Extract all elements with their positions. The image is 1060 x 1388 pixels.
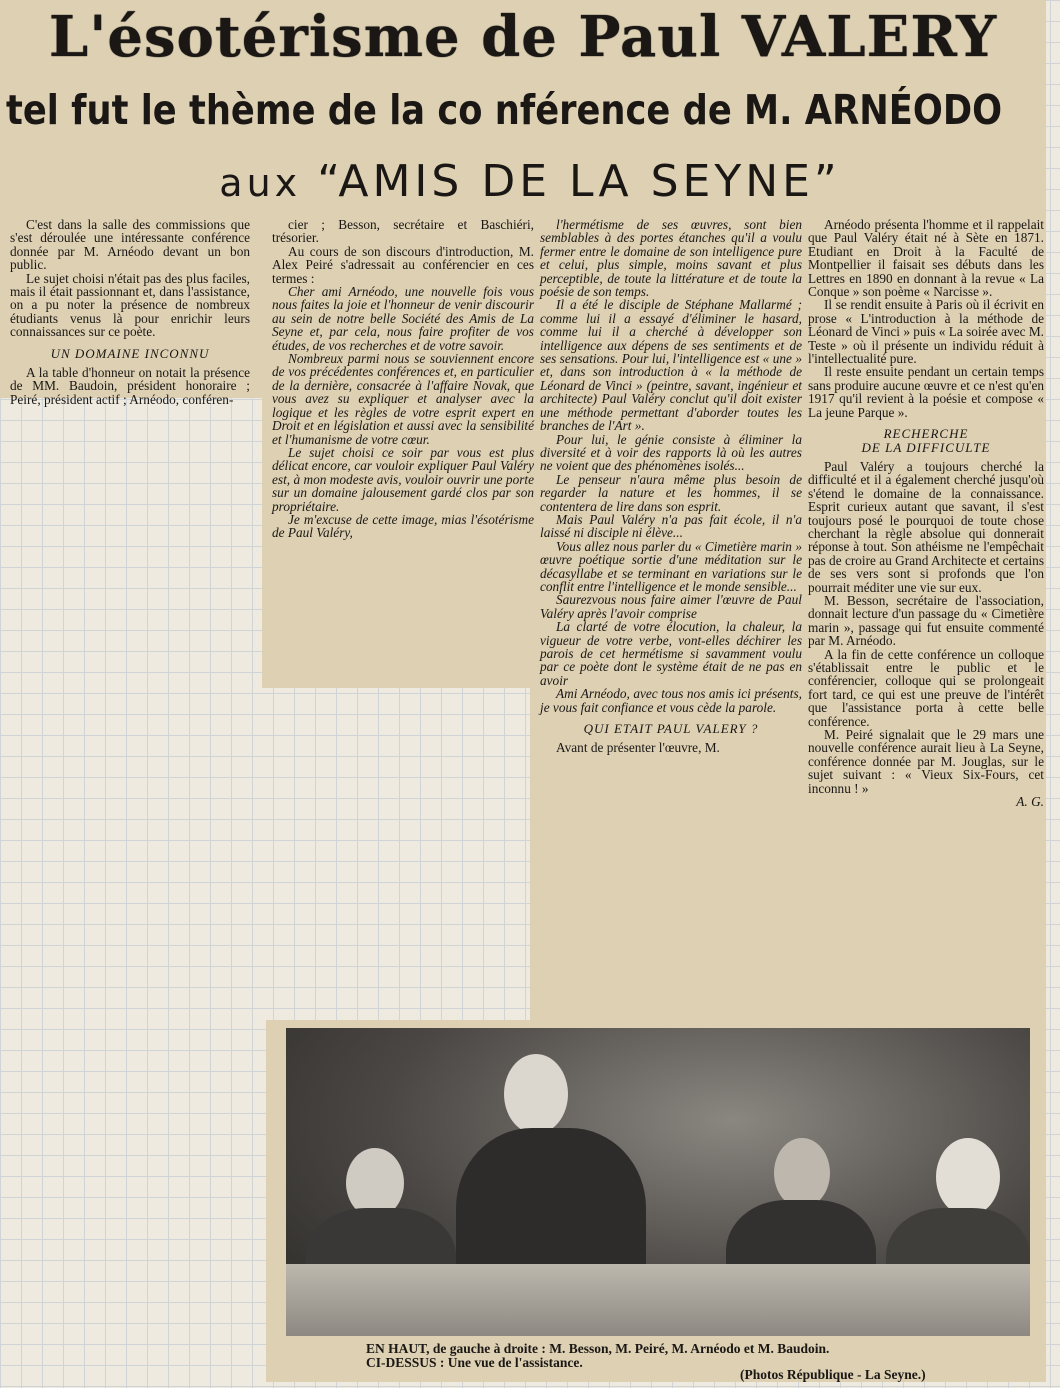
paragraph-quote: l'hermétisme de ses œuvres, sont bien semblables à des portes étanches qu'il a voulu fermer entre le domaine de son intelligence pure et celui, plus simple, moins savant et plus perceptible, de toute la littérature et de toute la poésie de son temps. — [540, 217, 802, 300]
paragraph: C'est dans la salle des commissions que s'est déroulée une intéressante conférence donnée par M. Arnéodo devant un bon public. — [10, 217, 250, 273]
paragraph-quote: Nombreux parmi nous se souviennent encore de vos précédentes conférences et, en particulier de la dernière, consacrée à l'affaire Novak, que vous avez su expliquer et analyser avec la logique et les règles de votre esprit expert en Droit et en législation et aussi avec la sensibilité et l'humanisme de votre cœur. — [272, 351, 534, 447]
headline-line3-prefix: aux — [219, 161, 302, 205]
paragraph-quote: Le sujet choisi ce soir par vous est plus délicat encore, car vouloir expliquer Paul Valéry est, à mon modeste avis, vouloir ouvrir une porte sur un domaine jalousement gardé clos par son propriétaire. — [272, 444, 534, 514]
paragraph-quote: Ami Arnéodo, avec tous nos amis ici présents, je vous fait confiance et vous cède la parole. — [540, 686, 802, 715]
section-heading: UN DOMAINE INCONNU — [50, 345, 210, 361]
photo-table — [286, 1264, 1030, 1336]
photo-caption-line2: CI-DESSUS : Une vue de l'assistance. — [366, 1355, 583, 1370]
article-column-1 — [10, 218, 250, 406]
paragraph: Arnéodo présenta l'homme et il rappelait que Paul Valéry était né à Sète en 1871. Etudiant en Droit à la Faculté de Montpellier il faisait ses débuts dans les Lettres en 1890 en donnant à la revue « La Conque » son poème « Narcisse ». — [808, 217, 1044, 300]
paragraph: Avant de présenter l'œuvre, M. — [556, 740, 720, 756]
paragraph: Il reste ensuite pendant un certain temps sans produire aucune œuvre et ce n'est qu'en 1917 qu'il revient à la poésie et compose « La jeune Parque ». — [808, 364, 1044, 420]
section-heading-line2: DE LA DIFFICULTE — [861, 439, 991, 455]
paragraph-quote: Le penseur n'aura même plus besoin de regarder la nature et les hommes, il se contentera de lire dans son esprit. — [540, 471, 802, 514]
paragraph-quote: Pour lui, le génie consiste à éliminer la diversité et à voir des rapports là où les autres ne voient que des phénomènes isolés... — [540, 431, 802, 474]
paragraph: M. Besson, secrétaire de l'association, donnait lecture d'un passage du « Cimetière marin », passage qui fut ensuite commenté par M. Arnéodo. — [808, 592, 1044, 649]
photo-credit: (Photos République - La Seyne.) — [740, 1367, 926, 1382]
news-photo — [286, 1028, 1030, 1336]
article-column-2 — [272, 218, 534, 540]
signature: A. G. — [1016, 794, 1044, 810]
paragraph: A la table d'honneur on notait la présence de MM. Baudoin, président honoraire ; Peiré, président actif ; Arnéodo, conféren- — [10, 365, 250, 407]
paragraph: Le sujet choisi n'était pas des plus faciles, mais il était passionnant et, dans l'assistance, on a pu noter la présence de nombreux étudiants venus là pour enrichir leurs connaissances sur ce poète. — [10, 270, 250, 340]
article-column-3 — [540, 218, 802, 755]
paragraph-quote: Saurezvous nous faire aimer l'œuvre de Paul Valéry après l'avoir comprise — [540, 592, 802, 621]
paragraph-quote: Cher ami Arnéodo, une nouvelle fois vous nous faites la joie et l'honneur de venir discourir au sein de notre belle Société des Amis de La Seyne et, par cela, nous faire profiter de vos études, de vos recherches et de votre savoir. — [272, 284, 534, 353]
headline-line3 — [120, 156, 940, 207]
paragraph: A la fin de cette conférence un colloque s'établissait entre le public et le conférencier, colloque qui se prolongeait fort tard, ce qui est une preuve de l'intérêt que l'assistance porta à cette belle conférence. — [808, 646, 1044, 729]
article-column-4 — [808, 218, 1044, 808]
photo-caption-line1: EN HAUT, de gauche à droite : M. Besson, M. Peiré, M. Arnéodo et M. Baudoin. — [366, 1341, 830, 1356]
paragraph-quote: Mais Paul Valéry n'a pas fait école, il n'a laissé ni disciple ni élève... — [540, 511, 802, 541]
paragraph: M. Peiré signalait que le 29 mars une nouvelle conférence aurait lieu à La Seyne, conférence donnée par M. Jouglas, sur le sujet suivant : « Vieux Six-Fours, cet inconnu ! » — [808, 727, 1044, 796]
paragraph: Paul Valéry a toujours cherché la difficulté et il a également cherché jusqu'où s'étend le domaine de la connaissance. Esprit curieux autant que savant, il s'est toujours posé le pourquoi de toute chose cherchant la règle absolue qui donnerait réponse à tout. Son athéisme ne l'empêchait pas de croire au Grand Architecte et certains de ses vers sont si profonds que l'on pourrait méditer une vie sur eux. — [808, 458, 1044, 595]
paragraph-quote: Vous allez nous parler du « Cimetière marin » œuvre poétique sortie d'une méditation sur le décasyllabe et se terminant en variations sur le conflit entre l'intelligence et le monde sensible... — [540, 538, 802, 594]
section-heading: QUI ETAIT PAUL VALERY ? — [583, 721, 759, 737]
section-heading-line1: RECHERCHE — [883, 426, 969, 442]
headline-line3-main: “AMIS DE LA SEYNE” — [317, 156, 841, 207]
paragraph: Au cours de son discours d'introduction, M. Alex Peiré s'adressait au conférencier en ces termes : — [272, 243, 534, 286]
paragraph-quote: La clarté de votre élocution, la chaleur, la vigueur de votre verbe, vont-elles déchirer les parois de cet hermétisme si savamment voulu par ce poète dont le système était de ne pas en avoir — [540, 619, 802, 688]
paragraph: Il se rendit ensuite à Paris où il écrivit en prose « L'introduction à la méthode de Léonard de Vinci » puis « La soirée avec M. Teste » où il présente un individu réduit à l'intellectualité pure. — [808, 297, 1045, 367]
headline: L'ésotérisme de Paul VALERY — [48, 4, 998, 70]
paragraph-quote: Il a été le disciple de Stéphane Mallarmé ; comme lui il a essayé d'éliminer le hasard, comme lui il a cherché à développer son intelligence aux dépens de ses sentiments et de ses sensations. Pour lui, l'intelligence est « une » et, dans son introduction à « la méthode de Léonard de Vinci » (peintre, savant, ingénieur et architecte) Paul Valéry conclut qu'il doit exister une méthode permettant d'aborder toutes les branches de l'Art ». — [540, 297, 802, 434]
paragraph: cier ; Besson, secrétaire et Baschiéri, trésorier. — [272, 217, 534, 246]
paragraph-quote: Je m'excuse de cette image, mias l'ésotérisme de Paul Valéry, — [272, 511, 534, 541]
subheadline: tel fut le thème de la co nférence de M. ARNÉODO — [6, 86, 1003, 134]
